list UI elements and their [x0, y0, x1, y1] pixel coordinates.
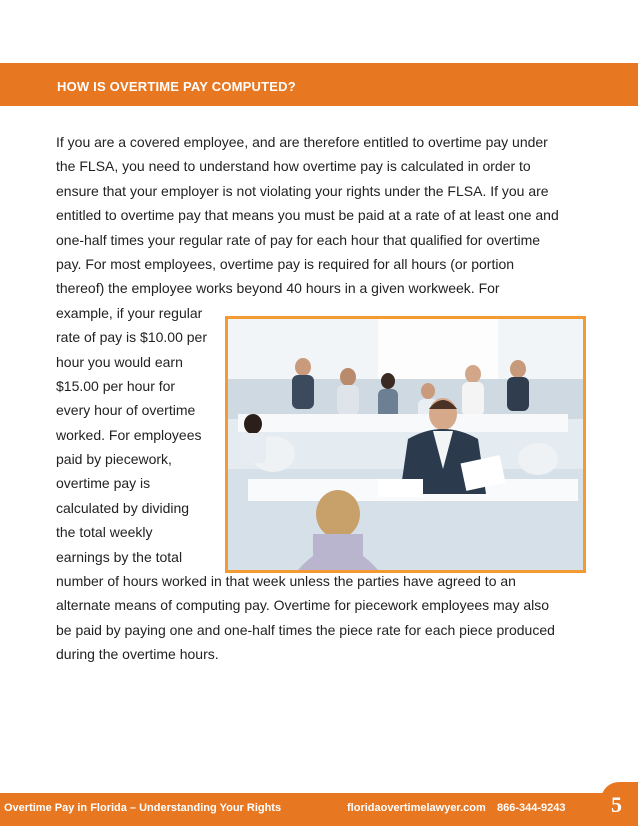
body-line: thereof) the employee works beyond 40 hours in a given workweek. For — [56, 280, 500, 297]
body-line: ensure that your employer is not violating your rights under the FLSA. If you are — [56, 182, 549, 199]
body-line: If you are a covered employee, and are therefore entitled to overtime pay under — [56, 134, 548, 150]
footer-phone: 866-344-9243 — [497, 802, 566, 814]
body-line: overtime pay is — [56, 475, 151, 492]
body-line: calculated by dividing — [56, 499, 190, 516]
body-line: paid by piecework, — [56, 451, 172, 468]
body-line: the total weekly — [56, 524, 153, 541]
body-line: one-half times your regular rate of pay for each hour that qualified for overtime — [56, 231, 541, 248]
body-line: alternate means of computing pay. Overtime for piecework employees may also — [56, 597, 550, 614]
body-line: example, if your regular — [56, 304, 203, 321]
body-line: during the overtime hours. — [56, 646, 219, 663]
footer-website: floridaovertimelawyer.com — [347, 802, 486, 814]
body-line: earnings by the total — [56, 548, 183, 565]
body-line: number of hours worked in that week unless the parties have agreed to an — [56, 573, 516, 590]
body-line: rate of pay is $10.00 per — [56, 329, 207, 346]
body-line: $15.00 per hour for — [56, 377, 176, 394]
body-line: the FLSA, you need to understand how overtime pay is calculated in order to — [56, 158, 531, 175]
footer-title: Overtime Pay in Florida – Understanding Your Rights — [4, 802, 282, 814]
body-line: be paid by paying one and one-half times the piece rate for each piece produced — [56, 621, 555, 638]
body-line: entitled to overtime pay that means you must be paid at a rate of at least one and — [56, 207, 559, 224]
page-number: 5 — [611, 792, 622, 817]
body-line: worked. For employees — [56, 426, 202, 443]
body-line: hour you would earn — [56, 353, 183, 370]
section-title: HOW IS OVERTIME PAY COMPUTED? — [57, 79, 296, 94]
body-line: pay. For most employees, overtime pay is required for all hours (or portion — [56, 255, 515, 272]
body-line: every hour of overtime — [56, 402, 196, 419]
office-photo — [225, 316, 586, 573]
